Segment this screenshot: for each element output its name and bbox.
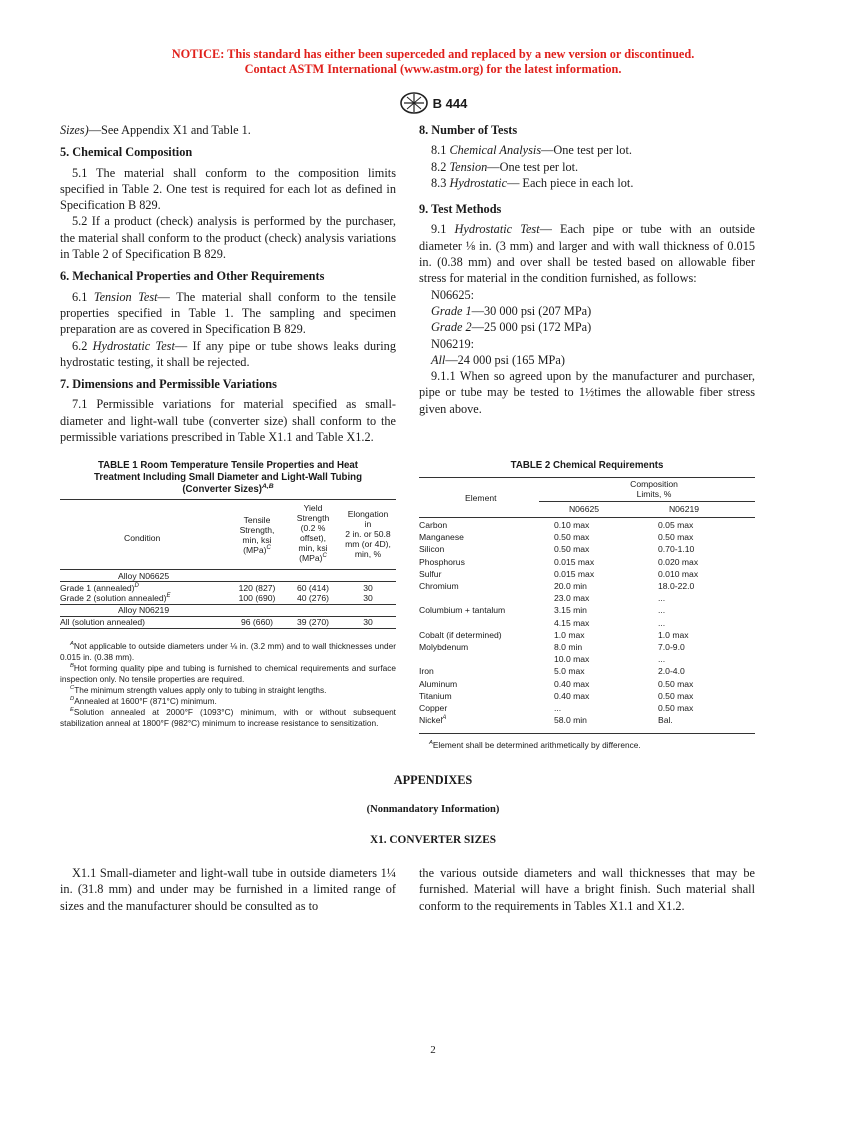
cell-n06219: 0.50 max bbox=[658, 690, 694, 701]
table-2-footnote: $^A$Element shall be determined arithmetically by difference. bbox=[429, 740, 641, 750]
appendix-title: APPENDIXES bbox=[393, 773, 473, 787]
left-column bbox=[60, 122, 396, 445]
section-9-title: 9. Test Methods bbox=[419, 202, 502, 217]
group-n06625: Alloy N06625 bbox=[118, 571, 170, 581]
col-n06219: N06219 bbox=[668, 504, 700, 514]
group-n06219: Alloy N06219 bbox=[118, 605, 170, 615]
cell-n06625: 0.50 max bbox=[554, 532, 590, 543]
col-n06625: N06625 bbox=[568, 504, 600, 514]
cell-n06625: 23.0 max bbox=[554, 593, 590, 604]
para-6-1: 6.1 Tension Test— The material shall conform to the tensile properties specified in Table 1. The sampling and specimen preparation are as covered in Specification B 829. bbox=[60, 289, 396, 337]
table-row: Grade 2 (solution annealed)$^E$ bbox=[60, 593, 171, 603]
cell-yield: 40 (276) bbox=[296, 593, 329, 603]
cell-yield: 60 (414) bbox=[296, 583, 329, 593]
cell-n06625: 10.0 max bbox=[554, 654, 590, 665]
table-row: Titanium bbox=[419, 690, 452, 701]
cell-n06219: 0.010 max bbox=[658, 568, 699, 579]
table-row: Carbon bbox=[419, 520, 448, 530]
cell-n06625: 58.0 min bbox=[554, 715, 587, 726]
alloy-n06625: N06625: bbox=[431, 287, 475, 302]
cell-n06625: 0.50 max bbox=[554, 544, 590, 555]
para-6-2: 6.2 Hydrostatic Test— If any pipe or tube shows leaks during hydrostatic testing, it shall be rejected. bbox=[60, 338, 396, 369]
table-1 bbox=[60, 460, 396, 729]
cell-n06625: 0.015 max bbox=[554, 556, 595, 567]
cell-elongation: 30 bbox=[363, 593, 373, 603]
cell-n06219: 0.020 max bbox=[658, 556, 699, 567]
table-row: Columbium + tantalum bbox=[419, 605, 506, 616]
cell-n06219: 18.0-22.0 bbox=[658, 581, 695, 591]
cell-elongation: 30 bbox=[363, 617, 373, 627]
para-9-1-1: 9.1.1 When so agreed upon by the manufacturer and purchaser, pipe or tube may be tested to 1½times the allowable fiber stress given above. bbox=[419, 369, 755, 416]
section-7-title: 7. Dimensions and Permissible Variations bbox=[60, 377, 277, 392]
cell-n06219: ... bbox=[658, 593, 666, 604]
alloy-n06219: N06219: bbox=[431, 336, 475, 351]
cell-n06625: 0.40 max bbox=[554, 678, 590, 689]
cell-tensile: 100 (690) bbox=[238, 593, 276, 603]
x1-1-left: X1.1 Small-diameter and light-wall tube in outside diameters 1¼ in. (31.8 mm) and under may be furnished in a limited range of sizes and the manufacturer should be consulted as to bbox=[60, 866, 396, 913]
table-row: Sulfur bbox=[419, 568, 442, 579]
para-9-1: 9.1 Hydrostatic Test— Each pipe or tube with an outside diameter ⅛ in. (3 mm) and larger and with wall thickness of 0.015 in. (0.38 mm) and over shall be tested based on allowable fiber stress for material in the condition furnished, as follows: bbox=[419, 222, 755, 286]
table-row: Chromium bbox=[419, 581, 459, 591]
col-tensile: Tensile Strength, min, ksi (MPa)$^C$ bbox=[239, 515, 275, 555]
table-2 bbox=[419, 460, 755, 751]
cell-n06625: 5.0 max bbox=[554, 666, 585, 677]
col-composition: Composition Limits, % bbox=[630, 479, 678, 499]
x1-1-right: the various outside diameters and wall thicknesses that may be furnished. Material will have a bright finish. Such material shall conform to the requirements in Tables X1.1 and X1.2. bbox=[419, 866, 755, 913]
cell-n06625: ... bbox=[554, 703, 562, 713]
table-1-footnotes: $^A$Not applicable to outside diameters under ⅛ in. (3.2 mm) and to wall thicknesses under 0.015 in. (0.38 mm). $^B$Hot forming quality pipe and tubing is furnished to chemical requirements and surface inspection only. No tensile properties are required. $^C$The minimum strength values apply only to tubing in straight lengths. $^D$Annealed at 1600°F (871°C) minimum. $^E$Solution annealed at 2000°F (1093°C) minimum, with or without subsequent stabilization anneal at 1800°F (982°C) minimum to increase resistance to sensitization. bbox=[60, 641, 396, 728]
cell-n06625: 4.15 max bbox=[554, 617, 590, 628]
all-stress: All—24 000 psi (165 MPa) bbox=[431, 352, 565, 367]
cell-n06219: ... bbox=[658, 605, 666, 616]
grade-1-stress: Grade 1—30 000 psi (207 MPa) bbox=[431, 303, 592, 318]
para-8-2: 8.2 Tension—One test per lot. bbox=[431, 159, 579, 174]
cell-n06219: 0.50 max bbox=[658, 703, 694, 713]
continued-italic: Sizes) bbox=[60, 123, 89, 137]
table-row: Copper bbox=[419, 703, 448, 713]
cell-elongation: 30 bbox=[363, 583, 373, 593]
para-5-1: 5.1 The material shall conform to the composition limits specified in Table 2. One test is required for each lot as defined in Specification B 829. bbox=[60, 165, 396, 213]
cell-n06219: 2.0-4.0 bbox=[658, 666, 685, 677]
cell-tensile: 96 (660) bbox=[240, 617, 273, 627]
page-header bbox=[0, 92, 866, 114]
appendix-subtitle: (Nonmandatory Information) bbox=[366, 804, 500, 815]
cell-n06625: 0.10 max bbox=[554, 520, 590, 530]
cell-n06625: 8.0 min bbox=[554, 642, 583, 652]
table-1-body bbox=[60, 499, 396, 639]
col-elongation: Elongation in 2 in. or 50.8 mm (or 4D), min, % bbox=[345, 509, 391, 559]
para-7-1: 7.1 Permissible variations for material specified as small-diameter and light-wall tube (converter size) shall conform to the permissible variations prescribed in Table X1.1 and Table X1.2. bbox=[60, 397, 396, 445]
cell-n06219: 0.50 max bbox=[658, 532, 694, 543]
continued-text: —See Appendix X1 and Table 1. bbox=[88, 123, 251, 137]
cell-n06219: Bal. bbox=[658, 715, 673, 726]
notice-line-2: Contact ASTM International (www.astm.org) for the latest information. bbox=[244, 62, 622, 76]
x1-title: X1. CONVERTER SIZES bbox=[369, 834, 497, 846]
cell-n06219: ... bbox=[658, 654, 666, 665]
table-row: Nickel$^A$ bbox=[419, 715, 447, 726]
para-8-3: 8.3 Hydrostatic— Each piece in each lot. bbox=[431, 175, 634, 190]
cell-tensile: 120 (827) bbox=[238, 583, 276, 593]
notice-line-1: NOTICE: This standard has either been superceded and replaced by a new version or discontinued. bbox=[171, 47, 695, 61]
table-row: Manganese bbox=[419, 532, 464, 543]
section-6-title: 6. Mechanical Properties and Other Requirements bbox=[60, 269, 325, 284]
section-8-title: 8. Number of Tests bbox=[419, 123, 518, 137]
cell-n06219: ... bbox=[658, 617, 666, 628]
cell-n06219: 7.0-9.0 bbox=[658, 642, 685, 652]
page-number: 2 bbox=[430, 1044, 436, 1056]
cell-n06219: 0.70-1.10 bbox=[658, 544, 695, 555]
table-row: Grade 1 (annealed)$^D$ bbox=[60, 583, 139, 593]
section-5-title: 5. Chemical Composition bbox=[60, 145, 193, 160]
cell-n06625: 3.15 min bbox=[554, 605, 587, 616]
astm-logo-icon bbox=[399, 92, 429, 114]
right-column bbox=[419, 122, 755, 417]
table-2-caption: TABLE 2 Chemical Requirements bbox=[510, 460, 664, 471]
table-row: Aluminum bbox=[419, 678, 458, 689]
table-row: Silicon bbox=[419, 544, 445, 555]
cell-n06625: 20.0 min bbox=[554, 581, 587, 591]
designation: B 444 bbox=[432, 95, 468, 111]
cell-n06219: 0.50 max bbox=[658, 678, 694, 689]
table-row: Molybdenum bbox=[419, 642, 469, 652]
table-row: Cobalt (if determined) bbox=[419, 629, 502, 640]
table-1-caption: TABLE 1 Room Temperature Tensile Properties and Heat Treatment Including Small Diameter and Light-Wall Tubing (Converter Sizes)$^{A,B}$ bbox=[93, 460, 363, 495]
table-2-body bbox=[419, 477, 755, 745]
cell-yield: 39 (270) bbox=[296, 617, 329, 627]
cell-n06625: 0.40 max bbox=[554, 690, 590, 701]
para-5-2: 5.2 If a product (check) analysis is performed by the purchaser, the material shall conform to the product (check) analysis variations in Table 2 of Specification B 829. bbox=[60, 214, 396, 262]
col-element: Element bbox=[465, 493, 497, 503]
table-row: All (solution annealed) bbox=[60, 617, 146, 627]
cell-n06625: 1.0 max bbox=[554, 629, 585, 640]
cell-n06625: 0.015 max bbox=[554, 568, 595, 579]
table-row: Phosphorus bbox=[419, 556, 465, 567]
cell-n06219: 0.05 max bbox=[658, 520, 694, 530]
cell-n06219: 1.0 max bbox=[658, 629, 689, 640]
grade-2-stress: Grade 2—25 000 psi (172 MPa) bbox=[431, 320, 592, 335]
col-yield: Yield Strength (0.2 % offset), min, ksi (MPa)$^C$ bbox=[296, 503, 330, 563]
para-8-1: 8.1 Chemical Analysis—One test per lot. bbox=[431, 143, 632, 158]
col-condition: Condition bbox=[124, 533, 161, 543]
table-row: Iron bbox=[419, 666, 434, 677]
